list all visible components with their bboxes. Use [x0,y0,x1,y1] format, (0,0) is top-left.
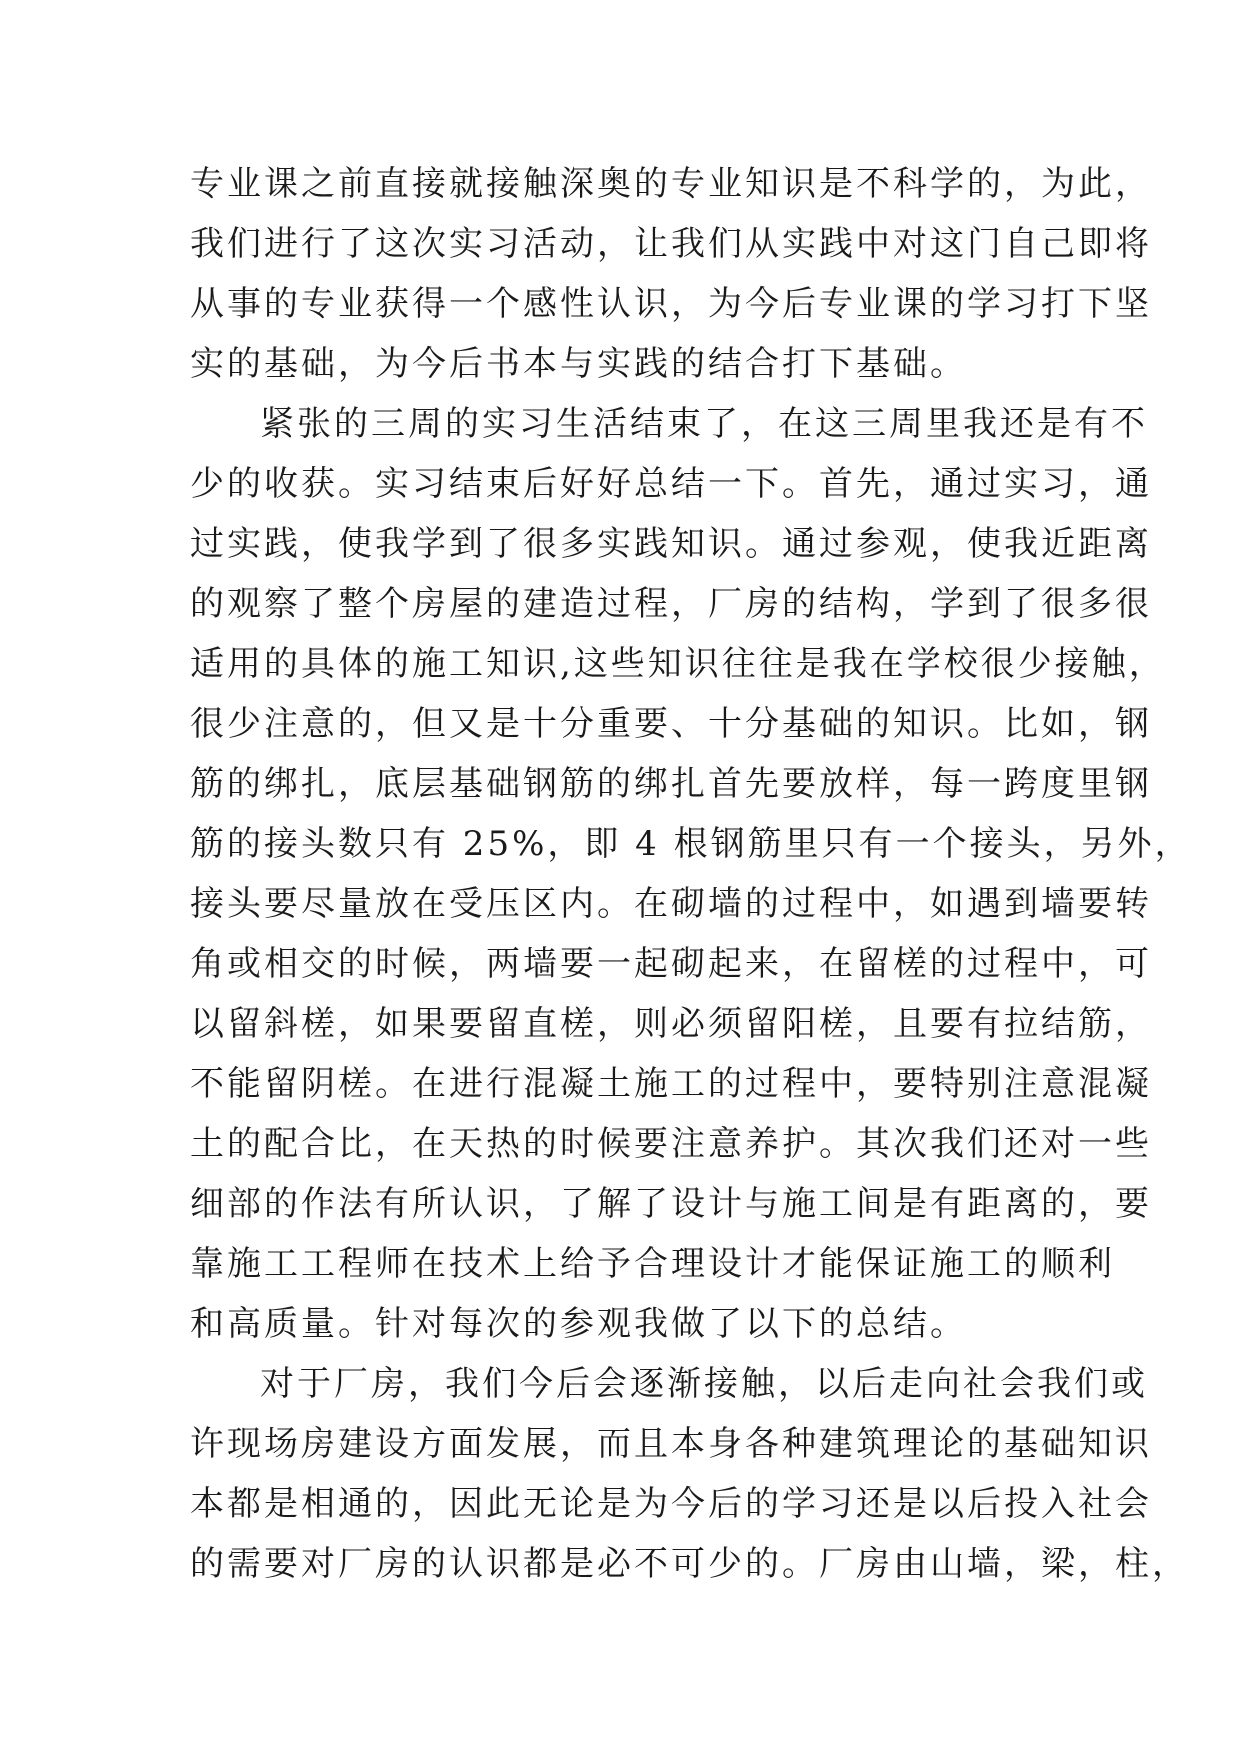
text-line: 筋的绑扎，底层基础钢筋的绑扎首先要放样，每一跨度里钢 [190,764,1152,804]
text-line: 的需要对厂房的认识都是必不可少的。厂房由山墙，梁，柱， [190,1544,1189,1584]
text-line: 少的收获。实习结束后好好总结一下。首先，通过实习，通 [190,464,1152,504]
paragraph-first-line: 对于厂房，我们今后会逐渐接触，以后走向社会我们或 [260,1364,1148,1404]
text-line: 角或相交的时候，两墙要一起砌起来，在留槎的过程中，可 [190,944,1152,984]
text-line: 以留斜槎，如果要留直槎，则必须留阳槎，且要有拉结筋， [190,1004,1152,1044]
paragraph-first-line: 紧张的三周的实习生活结束了，在这三周里我还是有不 [260,404,1148,444]
body-text [190,154,1192,1594]
text-line: 许现场房建设方面发展，而且本身各种建筑理论的基础知识 [190,1424,1152,1464]
text-line: 从事的专业获得一个感性认识，为今后专业课的学习打下坚 [190,284,1152,324]
text-line: 不能留阴槎。在进行混凝土施工的过程中，要特别注意混凝 [190,1064,1152,1104]
text-line: 本都是相通的，因此无论是为今后的学习还是以后投入社会 [190,1484,1152,1524]
text-line: 靠施工工程师在技术上给予合理设计才能保证施工的顺利 [190,1244,1115,1284]
text-line: 接头要尽量放在受压区内。在砌墙的过程中，如遇到墙要转 [190,884,1152,924]
text-line: 的观察了整个房屋的建造过程，厂房的结构，学到了很多很 [190,584,1152,624]
text-line: 很少注意的，但又是十分重要、十分基础的知识。比如，钢 [190,704,1152,744]
text-line: 实的基础，为今后书本与实践的结合打下基础。 [190,344,967,384]
text-line: 和高质量。针对每次的参观我做了以下的总结。 [190,1304,967,1344]
text-line: 适用的具体的施工知识,这些知识往往是我在学校很少接触， [190,644,1166,684]
text-line: 细部的作法有所认识，了解了设计与施工间是有距离的，要 [190,1184,1152,1224]
text-line: 过实践，使我学到了很多实践知识。通过参观，使我近距离 [190,524,1152,564]
text-line: 土的配合比，在天热的时候要注意养护。其次我们还对一些 [190,1124,1152,1164]
text-line: 我们进行了这次实习活动，让我们从实践中对这门自己即将 [190,224,1152,264]
text-line: 专业课之前直接就接触深奥的专业知识是不科学的，为此， [190,164,1152,204]
text-line: 筋的接头数只有 25%，即 4 根钢筋里只有一个接头，另外， [190,824,1192,864]
